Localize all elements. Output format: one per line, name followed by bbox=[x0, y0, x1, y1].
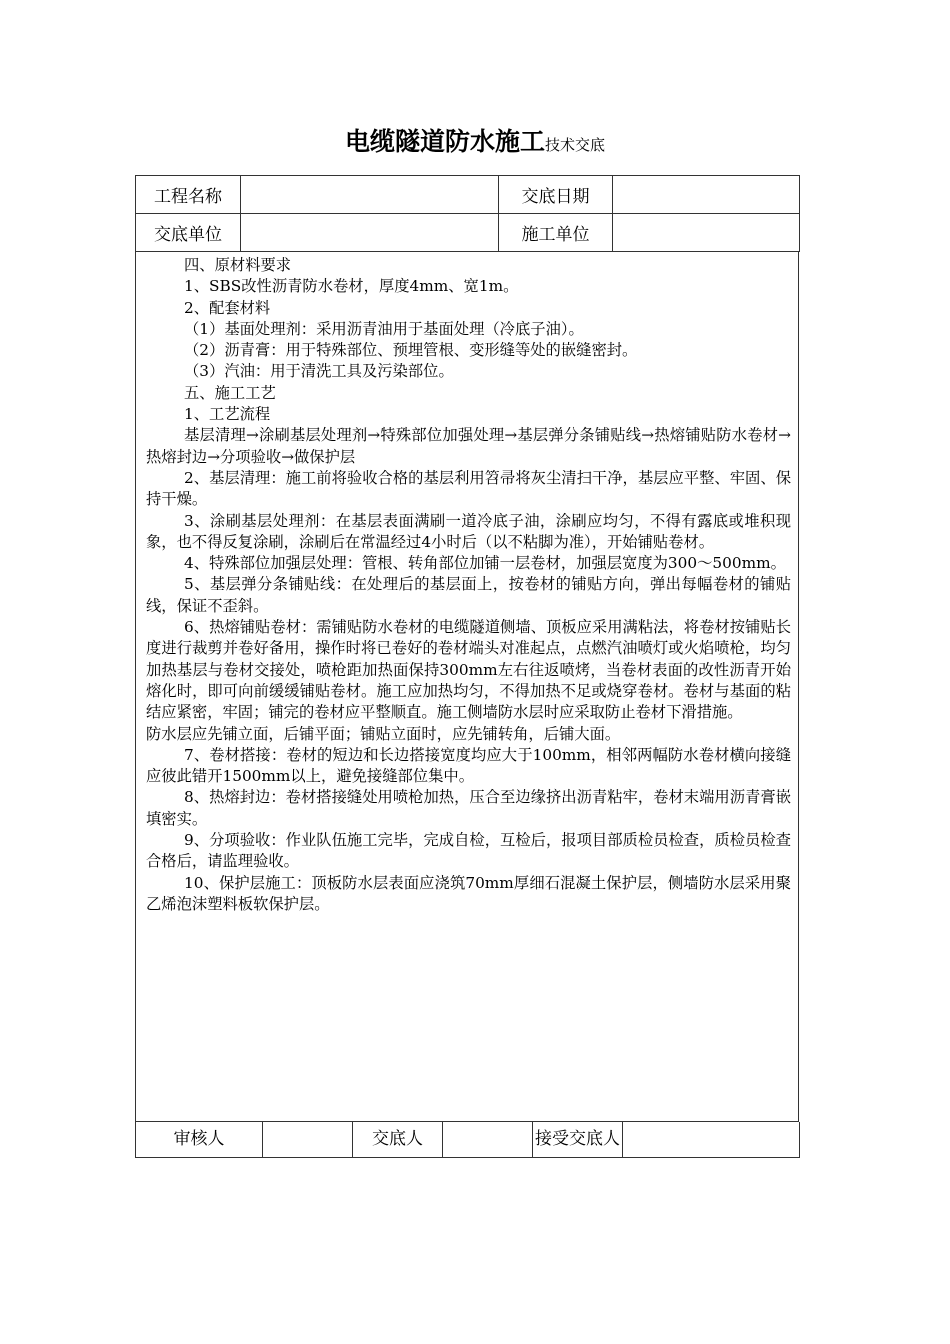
content-line: 四、原材料要求 bbox=[184, 256, 292, 274]
reviewer-label: 审核人 bbox=[136, 1122, 263, 1158]
project-name-value bbox=[241, 176, 499, 214]
construction-unit-value bbox=[613, 214, 800, 252]
disclosure-unit-value bbox=[241, 214, 499, 252]
content-line: 2、配套材料 bbox=[184, 298, 271, 317]
construction-unit-label: 施工单位 bbox=[499, 214, 613, 252]
content-line: 3、涂刷基层处理剂：在基层表面满刷一道冷底子油，涂刷应均匀，不得有露底或堆积现象，也不得反复涂刷，涂刷后在常温经过4小时后（以不粘脚为准），开始铺贴卷材。 bbox=[146, 511, 791, 551]
content-line: 2、基层清理：施工前将验收合格的基层利用笤帚将灰尘清扫干净，基层应平整、牢固、保持干燥。 bbox=[146, 468, 791, 509]
project-name-label: 工程名称 bbox=[136, 176, 241, 214]
content-line: 1、SBS改性沥青防水卷材，厚度4mm、宽1m。 bbox=[184, 277, 519, 296]
content-line: （1）基面处理剂：采用沥青油用于基面处理（冷底子油）。 bbox=[184, 319, 584, 338]
content-line: 8、热熔封边：卷材搭接缝处用喷枪加热，压合至边缘挤出沥青粘牢，卷材末端用沥青膏嵌填密实。 bbox=[146, 788, 791, 828]
title-sub: 技术交底 bbox=[545, 136, 606, 154]
content-line: 1、工艺流程 bbox=[184, 405, 271, 424]
content-line: 防水层应先铺立面，后铺平面；铺贴立面时，应先铺转角，后铺大面。 bbox=[146, 724, 621, 743]
header-table bbox=[135, 175, 800, 252]
content-box bbox=[135, 251, 799, 1122]
content-text bbox=[146, 255, 791, 915]
receiver-label: 接受交底人 bbox=[533, 1122, 623, 1158]
content-line: （2）沥青膏：用于特殊部位、预埋管根、变形缝等处的嵌缝密封。 bbox=[184, 341, 638, 360]
receiver-value bbox=[623, 1122, 800, 1158]
date-value bbox=[613, 176, 800, 214]
content-line: 7、卷材搭接：卷材的短边和长边搭接宽度均应大于100mm，相邻两幅防水卷材横向接缝应彼此错开1500mm以上，避免接缝部位集中。 bbox=[146, 745, 791, 786]
content-line: 6、热熔铺贴卷材：需铺贴防水卷材的电缆隧道侧墙、顶板应采用满粘法，将卷材按铺贴长度进行裁剪并卷好备用，操作时将已卷好的卷材端头对准起点，点燃汽油喷灯或火焰喷枪，均匀加热基层与卷材交接处，喷枪距加热面保持300mm左右往返喷烤，当卷材表面的改性沥青开始熔化时，即可向前缓缓铺贴卷材。施工应加热均匀，不得加热不足或烧穿卷材。卷材与基面的粘结应紧密，牢固；铺完的卷材应平整顺直。施工侧墙防水层时应采取防止卷材下滑措施。 bbox=[146, 618, 791, 722]
reviewer-value bbox=[263, 1122, 353, 1158]
content-line: 4、特殊部位加强层处理：管根、转角部位加铺一层卷材，加强层宽度为300～500mm。 bbox=[184, 554, 786, 573]
content-line: 5、基层弹分条铺贴线：在处理后的基层面上，按卷材的铺贴方向，弹出每幅卷材的铺贴线，保证不歪斜。 bbox=[146, 575, 791, 615]
content-line: （3）汽油：用于清洗工具及污染部位。 bbox=[184, 362, 454, 381]
document-title bbox=[0, 122, 950, 158]
signature-table bbox=[135, 1122, 800, 1158]
content-line: 五、施工工艺 bbox=[184, 383, 276, 402]
title-main: 电缆隧道防水施工 bbox=[344, 127, 545, 156]
disclosure-unit-label: 交底单位 bbox=[136, 214, 241, 252]
date-label: 交底日期 bbox=[499, 176, 613, 214]
discloser-label: 交底人 bbox=[353, 1122, 443, 1158]
content-line: 10、保护层施工：顶板防水层表面应浇筑70mm厚细石混凝土保护层，侧墙防水层采用聚乙烯泡沫塑料板软保护层。 bbox=[146, 873, 791, 913]
content-line: 9、分项验收：作业队伍施工完毕，完成自检，互检后，报项目部质检员检查，质检员检查合格后，请监理验收。 bbox=[146, 831, 791, 871]
content-line: 基层清理→涂刷基层处理剂→特殊部位加强处理→基层弹分条铺贴线→热熔铺贴防水卷材→热熔封边→分项验收→做保护层 bbox=[146, 426, 791, 466]
discloser-value bbox=[443, 1122, 533, 1158]
